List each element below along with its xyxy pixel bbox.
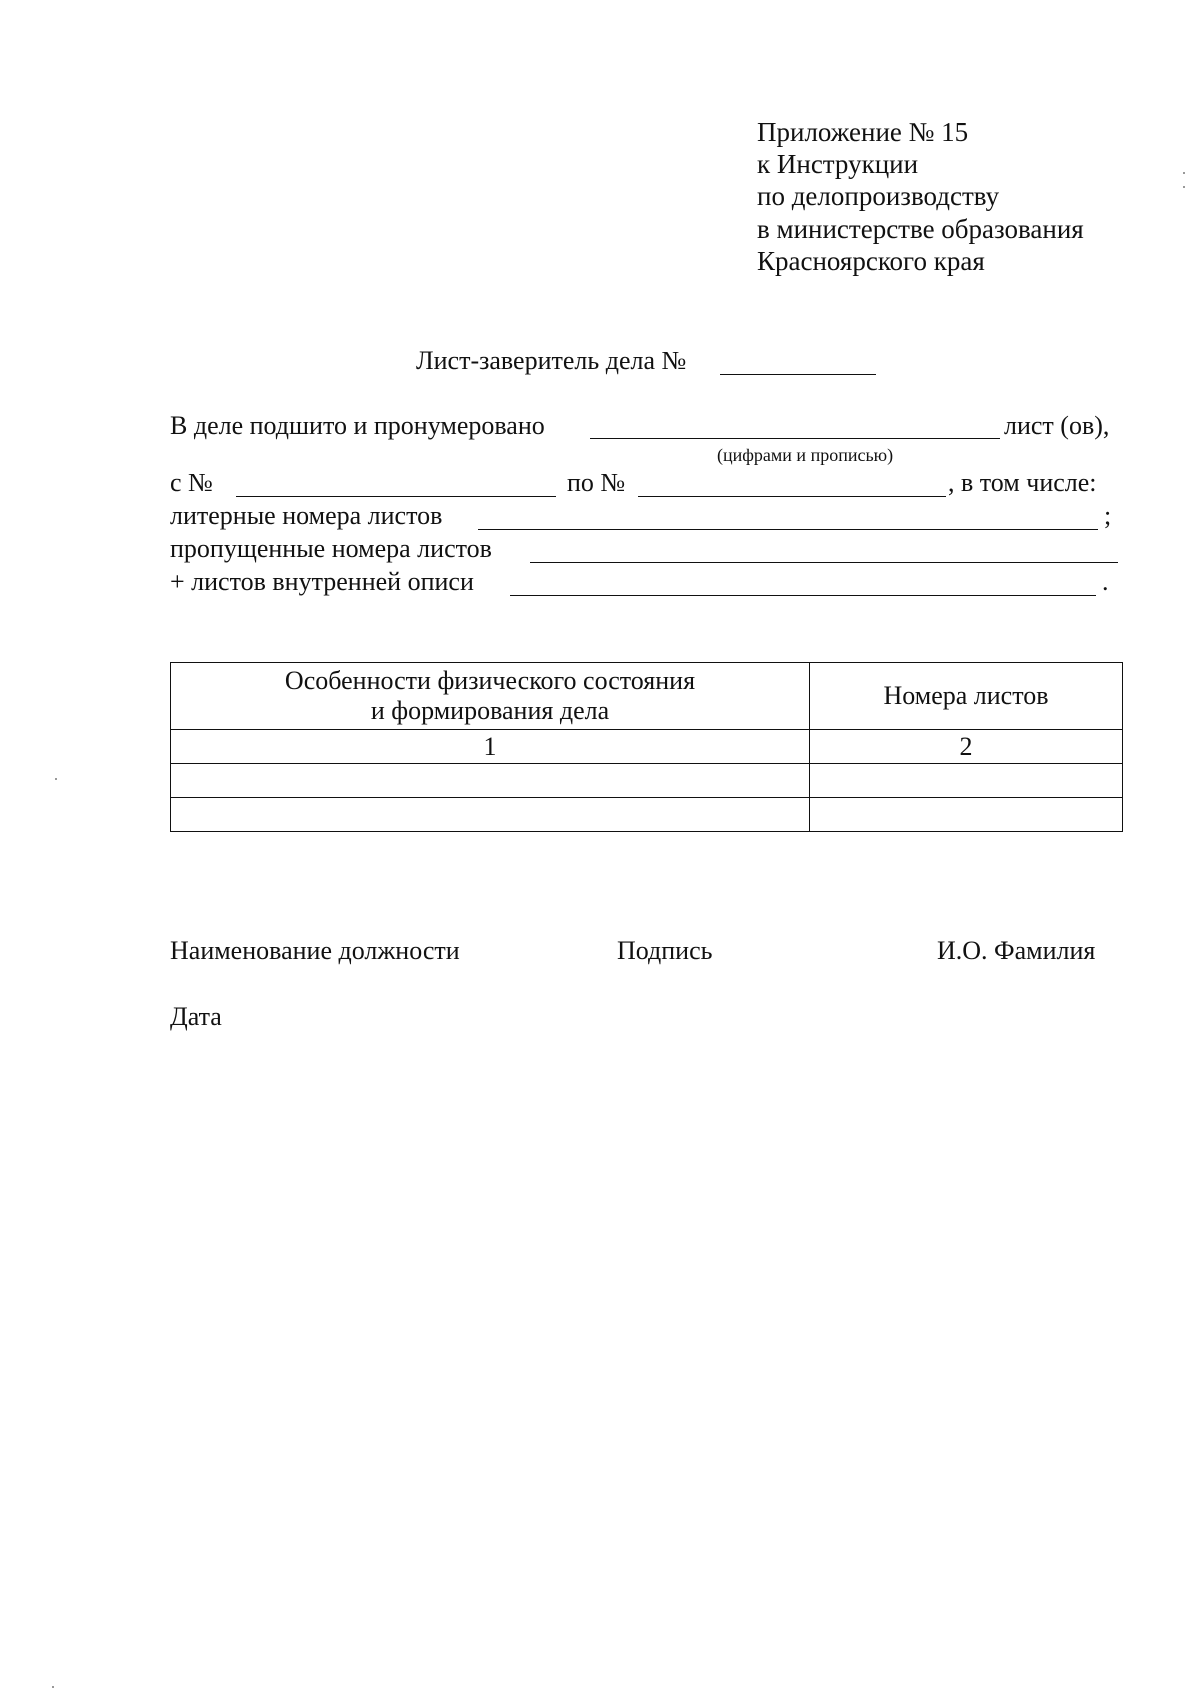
sewn-suffix: лист (ов),: [1004, 411, 1110, 440]
column-number-2: 2: [809, 730, 1122, 764]
header-condition-line-2: и формирования дела: [370, 696, 610, 725]
signature-label: Подпись: [617, 936, 713, 965]
to-label: по №: [567, 468, 626, 497]
header-line-2: к Инструкции: [757, 149, 919, 179]
inner-label: + листов внутренней описи: [170, 567, 474, 596]
table-cell[interactable]: [171, 764, 810, 798]
position-label: Наименование должности: [170, 936, 460, 965]
header-line-4: в министерстве образования: [757, 214, 1084, 244]
document-title: Лист-заверитель дела №: [416, 346, 687, 375]
table-cell[interactable]: [809, 798, 1122, 832]
date-label: Дата: [170, 1002, 222, 1031]
sewn-label: В деле подшито и пронумеровано: [170, 411, 545, 440]
table-cell[interactable]: [171, 798, 810, 832]
table-header-row: [171, 663, 1123, 730]
header-line-3: по делопроизводству: [757, 181, 1000, 211]
header-line-1: Приложение № 15: [757, 117, 969, 147]
table-cell[interactable]: [809, 764, 1122, 798]
scan-speck: [1183, 186, 1185, 188]
inner-inventory-line[interactable]: [510, 595, 1096, 596]
scan-speck: [55, 778, 57, 780]
name-label: И.О. Фамилия: [937, 936, 1096, 965]
letter-suffix: ;: [1104, 501, 1112, 530]
to-number-line[interactable]: [638, 496, 946, 497]
letter-numbers-line[interactable]: [478, 529, 1098, 530]
condition-table: [170, 662, 1123, 832]
table-row: [171, 764, 1123, 798]
missing-numbers-line[interactable]: [530, 562, 1118, 563]
case-number-line[interactable]: [720, 374, 876, 375]
inner-suffix: .: [1102, 567, 1109, 596]
sewn-hint: (цифрами и прописью): [717, 445, 894, 465]
missing-label: пропущенные номера листов: [170, 534, 492, 563]
from-number-line[interactable]: [236, 496, 556, 497]
scan-speck: [1183, 172, 1185, 174]
header-sheet-numbers: Номера листов: [809, 663, 1122, 730]
from-label: с №: [170, 468, 213, 497]
column-number-1: 1: [171, 730, 810, 764]
header-condition: [171, 663, 810, 730]
header-line-5: Красноярского края: [757, 246, 985, 276]
letter-label: литерные номера листов: [170, 501, 443, 530]
sewn-count-line[interactable]: [590, 438, 1000, 439]
header-condition-line-1: Особенности физического состояния: [284, 666, 696, 695]
including-label: , в том числе:: [948, 468, 1097, 497]
table-row: [171, 798, 1123, 832]
table-number-row: [171, 730, 1123, 764]
scan-speck: [52, 1686, 54, 1688]
